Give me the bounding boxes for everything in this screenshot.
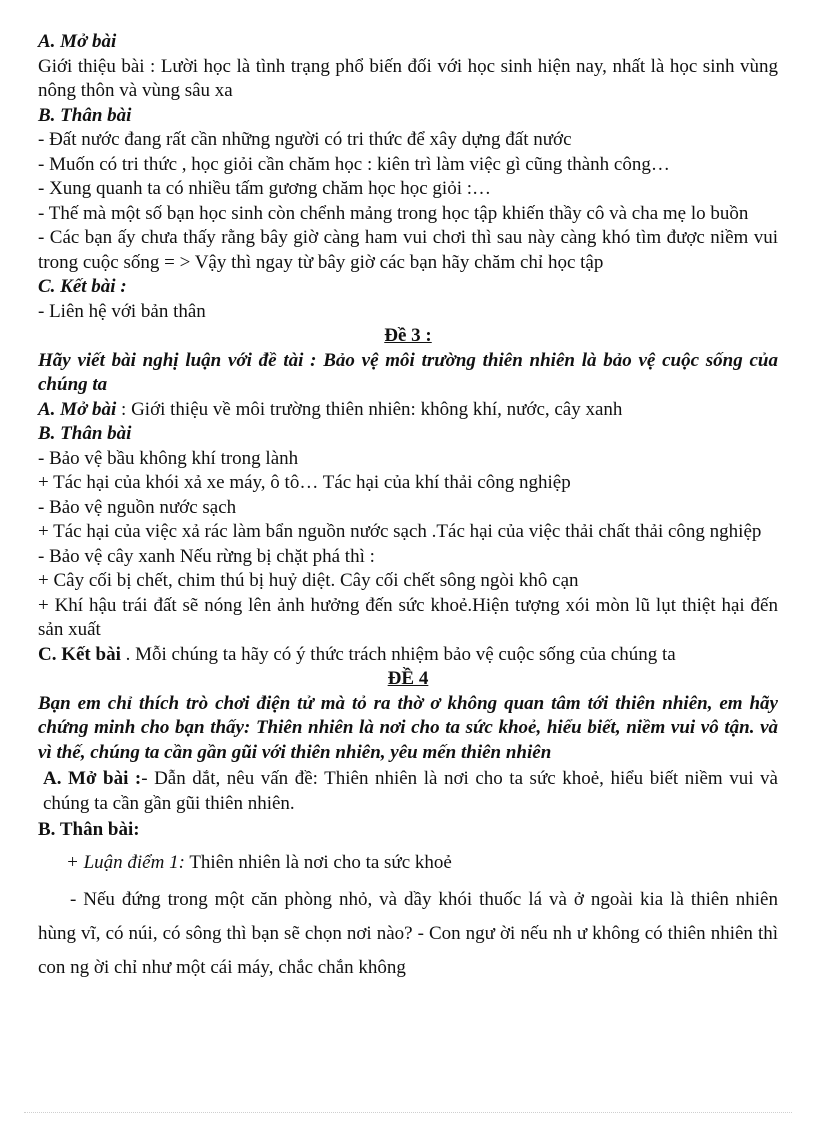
part1-line: - Đất nước đang rất cần những người có tri thức để xây dựng đất nước [38,129,572,150]
part1-line: - Các bạn ấy chưa thấy rằng bây giờ càng ham vui chơi thì sau này càng khó tìm được niềm vui trong cuộc sống = > Vậy thì ngay từ bây giờ các bạn hãy chăm chỉ học tập [38,227,778,273]
part1-line: - Thế mà một số bạn học sinh còn chểnh mảng trong học tập khiến thầy cô và cha mẹ lo buồn [38,202,749,224]
de3-ket-bai-text: . Mỗi chúng ta hãy có ý thức trách nhiệm bảo vệ cuộc sống của chúng ta [120,643,676,665]
de3-ket-bai [38,643,778,668]
de3-line: + Khí hậu trái đất sẽ nóng lên ảnh hưởng đến sức khoẻ.Hiện tượng xói mòn lũ lụt thiệt hại đến sản xuất [38,594,778,640]
de4-paragraph: - Nếu đứng trong một căn phòng nhỏ, và dầy khói thuốc lá và ở ngoài kia là thiên nhiên hùng vĩ, có núi, có sông thì bạn sẽ chọn nơi nào? - Con ngư ời nếu nh ư không có thiên nhiên thì con ng ời chỉ như một cái máy, chắc chắn không [38,889,778,978]
de3-line: + Tác hại của việc xả rác làm bẩn nguồn nước sạch .Tác hại của việc thải chất thải công nghiệp [38,521,762,542]
de3-mo-bai [38,398,778,423]
part1-mo-bai-text: Giới thiệu bài : Lười học là tình trạng phổ biến đối với học sinh hiện nay, nhất là học sinh vùng nông thôn và vùng sâu xa [38,55,778,101]
de3-line: + Tác hại của khói xả xe máy, ô tô… Tác hại của khí thải công nghiệp [38,472,571,493]
de3-title-row [38,324,778,349]
de3-line: - Bảo vệ bầu không khí trong lành [38,447,299,469]
de4-prompt: Bạn em chỉ thích trò chơi điện tử mà tỏ ra thờ ơ không quan tâm tới thiên nhiên, em hãy chứng minh cho bạn thấy: Thiên nhiên là nơi cho ta sức khoẻ, hiểu biết, niềm vui vô tận. và vì thế, chúng ta cần gần gũi với thiên nhiên, yêu mến thiên nhiên [38,692,778,763]
de3-prompt: Hãy viết bài nghị luận với đề tài : Bảo vệ môi trường thiên nhiên là bảo vệ cuộc sống của chúng ta [38,349,778,395]
part1-mo-bai-heading: A. Mở bài [38,31,117,52]
de4-luan-diem-text: Thiên nhiên là nơi cho ta sức khoẻ [184,851,452,873]
de4-mo-bai-label: A. Mở bài : [43,768,142,789]
de4-than-bai-heading: B. Thân bài: [38,819,140,840]
de3-title: Đề 3 : [384,325,432,346]
part1-ket-bai-text: - Liên hệ với bản thân [38,300,206,322]
de3-line: + Cây cối bị chết, chim thú bị huỷ diệt. Cây cối chết sông ngòi khô cạn [38,570,579,591]
de4-title-row [38,667,778,692]
de3-than-bai-heading: B. Thân bài [38,423,132,444]
part1-line: - Xung quanh ta có nhiều tấm gương chăm học học giỏi :… [38,178,492,199]
part1-ket-bai-heading: C. Kết bài : [38,276,127,297]
de3-ket-bai-label: C. Kết bài [38,643,121,665]
de3-mo-bai-text: : Giới thiệu về môi trường thiên nhiên: không khí, nước, cây xanh [116,398,623,420]
de4-luan-diem-label: + Luận điểm 1: [66,851,185,873]
de4-luan-diem-1 [38,851,778,876]
document-page [38,30,778,985]
footer-dotted-rule [24,1112,792,1113]
de3-mo-bai-label: A. Mở bài [38,398,117,420]
de3-line: - Bảo vệ nguồn nước sạch [38,496,237,518]
part1-than-bai-heading: B. Thân bài [38,104,132,126]
de4-title: ĐỀ 4 [387,668,429,689]
de4-mo-bai [38,767,778,816]
de4-mo-bai-text: - Dẫn dắt, nêu vấn đề: Thiên nhiên là nơi cho ta sức khoẻ, hiểu biết niềm vui và chúng ta cần gần gũi thiên nhiên. [43,768,778,814]
part1-line: - Muốn có tri thức , học giỏi cần chăm học : kiên trì làm việc gì cũng thành công… [38,153,670,175]
de3-line: - Bảo vệ cây xanh Nếu rừng bị chặt phá thì : [38,545,375,567]
